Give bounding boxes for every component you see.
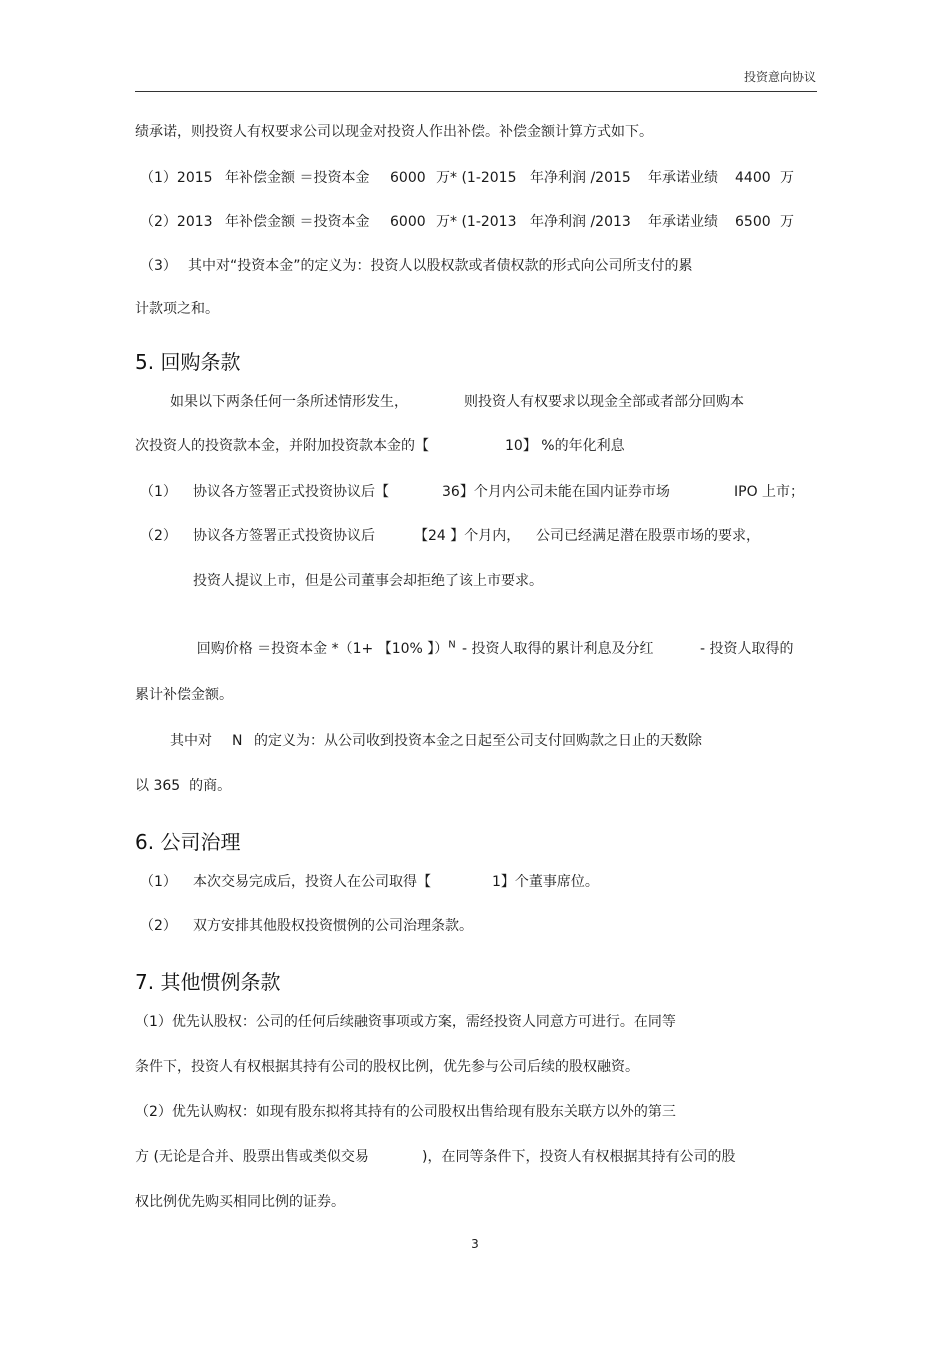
paragraph-text: 计款项之和。 [135,301,219,317]
formula-text: 万* (1-2013 [436,214,517,230]
section-heading: 7. 其他惯例条款 [135,970,281,994]
formula-text: - 投资人取得的累计利息及分红 [462,641,654,657]
formula-text: 万* (1-2015 [436,170,517,186]
paragraph-text: 方 (无论是合并、股票出售或类似交易 [135,1149,369,1165]
list-number: （3） [140,258,177,274]
paragraph-text: 次投资人的投资款本金，并附加投资款本金的【 [135,438,429,454]
paragraph-text: （2）优先认购权：如现有股东拟将其持有的公司股权出售给现有股东关联方以外的第三 [135,1104,676,1120]
list-number: （1） [140,484,177,500]
paragraph-text: 条件下，投资人有权根据其持有公司的股权比例，优先参与公司后续的股权融资。 [135,1059,639,1075]
formula-value: 6000 [390,214,426,230]
formula-text: 年承诺业绩 [648,214,718,230]
paragraph-text: 累计补偿金额。 [135,687,233,703]
paragraph-text: 【24 】个月内， [414,528,521,544]
formula-text: 年净利润 /2013 [530,214,631,230]
list-number: （2）2013 [140,214,213,230]
paragraph-text: 的定义为：从公司收到投资本金之日起至公司支付回购款之日止的天数除 [254,733,702,749]
paragraph-text: 绩承诺，则投资人有权要求公司以现金对投资人作出补偿。补偿金额计算方式如下。 [135,124,653,140]
paragraph-text: 1】个董事席位。 [492,874,599,890]
paragraph-text: IPO 上市； [734,484,805,500]
paragraph-text: 以 365 的商。 [135,778,232,794]
formula-text: 年净利润 /2015 [530,170,631,186]
formula-unit: 万 [780,170,794,186]
section-heading: 6. 公司治理 [135,830,241,854]
paragraph-text: （1）优先认股权：公司的任何后续融资事项或方案，需经投资人同意方可进行。在同等 [135,1014,676,1030]
paragraph-text: 本次交易完成后，投资人在公司取得【 [193,874,431,890]
formula-value: 4400 [735,170,771,186]
paragraph-text: 双方安排其他股权投资惯例的公司治理条款。 [193,918,473,934]
list-number: （1） [140,874,177,890]
formula-text: 回购价格 ＝投资本金 *（1+ 【10% 】） [196,641,449,657]
list-number: （2） [140,528,177,544]
paragraph-text: 则投资人有权要求以现金全部或者部分回购本 [464,394,744,410]
formula-value: 6500 [735,214,771,230]
paragraph-text: 协议各方签署正式投资协议后【 [193,484,389,500]
formula-value: 6000 [390,170,426,186]
formula-text: 年承诺业绩 [648,170,718,186]
paragraph-text: N [232,733,243,749]
paragraph-text: )，在同等条件下，投资人有权根据其持有公司的股 [422,1149,736,1165]
exponent: N [448,639,456,651]
paragraph-text: 投资人提议上市，但是公司董事会却拒绝了该上市要求。 [193,573,543,589]
paragraph-text: 其中对 [170,733,212,749]
formula-text: - 投资人取得的 [700,641,794,657]
section-heading: 5. 回购条款 [135,350,241,374]
formula-unit: 万 [780,214,794,230]
paragraph-text: 其中对“投资本金”的定义为：投资人以股权款或者债权款的形式向公司所支付的累 [188,258,693,274]
list-number: （2） [140,918,177,934]
formula-text: 年补偿金额 ＝投资本金 [225,170,370,186]
formula-text [170,619,456,679]
paragraph-text: 协议各方签署正式投资协议后 [193,528,375,544]
paragraph-text: 36】个月内公司未能在国内证券市场 [442,484,670,500]
paragraph-text: 公司已经满足潜在股票市场的要求， [536,528,760,544]
page-number: 3 [471,1237,479,1251]
paragraph-text: 10】 %的年化利息 [505,438,625,454]
list-number: （1）2015 [140,170,213,186]
paragraph-text: 权比例优先购买相同比例的证券。 [135,1194,345,1210]
header-divider [135,91,817,92]
formula-text: 年补偿金额 ＝投资本金 [225,214,370,230]
paragraph-text: 如果以下两条任何一条所述情形发生， [170,394,408,410]
header-title: 投资意向协议 [743,70,816,84]
